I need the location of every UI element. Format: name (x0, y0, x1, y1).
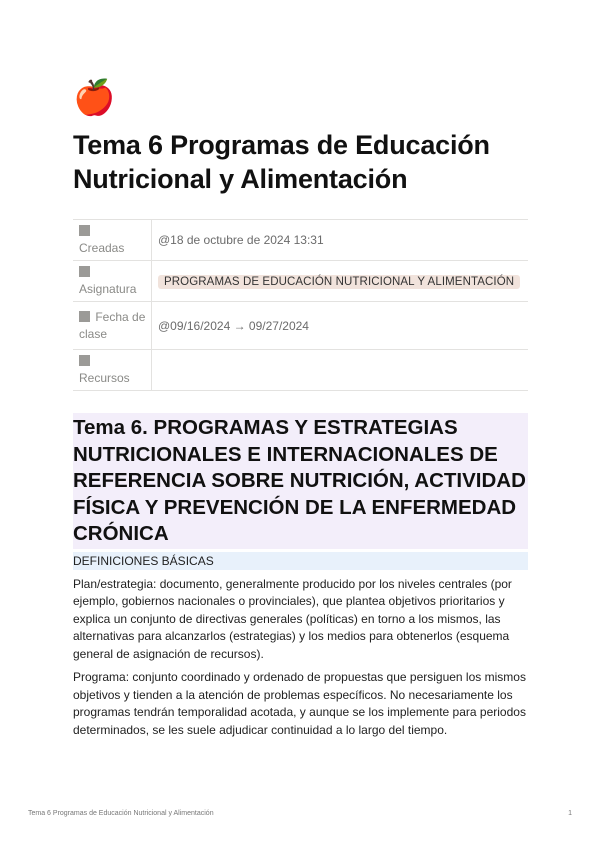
property-value-creadas[interactable]: @18 de octubre de 2024 13:31 (152, 220, 529, 261)
property-value-recursos[interactable] (152, 350, 529, 391)
property-row-creadas (73, 220, 528, 261)
page-footer (28, 810, 572, 817)
property-row-fecha (73, 302, 528, 350)
property-key: Recursos (79, 371, 130, 385)
property-key: Asignatura (79, 282, 137, 296)
property-type-icon (79, 266, 90, 277)
property-value-fecha[interactable]: @09/16/2024 → 09/27/2024 (152, 302, 529, 350)
property-row-asignatura (73, 261, 528, 302)
page-number: 1 (568, 810, 572, 817)
subject-tag[interactable]: PROGRAMAS DE EDUCACIÓN NUTRICIONAL Y ALIMENTACIÓN (158, 275, 520, 289)
apple-icon: 🍎 (73, 79, 116, 117)
property-key: Creadas (79, 241, 125, 255)
property-type-icon (79, 355, 90, 366)
property-row-recursos (73, 350, 528, 391)
paragraph: Plan/estrategia: documento, generalmente producido por los niveles centrales (por ejemplo, gobiernos nacionales o provinciales), que plantea objetivos prioritarios y explica un conjunto de directivas generales (políticas) en torno a los mismos, las alternativas para alcanzarlos (estrategias) y los medios para obtenerlos (esquema general de asignación de recursos). (73, 576, 512, 661)
paragraph: Programa: conjunto coordinado y ordenado de propuestas que persiguen los mismos objetivos y tienden a la atención de problemas específicos. No necesariamente los programas tendrán temporalidad acotada, y aunque se los implemente para periodos determinados, se les suele adjudicar continuidad a lo largo del tiempo. (73, 670, 526, 737)
properties-table (73, 219, 528, 391)
property-key: Fecha de clase (79, 309, 146, 341)
property-type-icon (79, 311, 90, 322)
footer-title: Tema 6 Programas de Educación Nutricional y Alimentación (28, 810, 214, 817)
document-page (73, 78, 528, 739)
subheading: DEFINICIONES BÁSICAS (73, 552, 528, 570)
property-type-icon (79, 225, 90, 236)
section-heading: Tema 6. PROGRAMAS Y ESTRATEGIAS NUTRICIONALES E INTERNACIONALES DE REFERENCIA SOBRE NUTRICIÓN, ACTIVIDAD FÍSICA Y PREVENCIÓN DE LA ENFERMEDAD CRÓNICA (73, 413, 528, 549)
page-title: Tema 6 Programas de Educación Nutricional y Alimentación (73, 130, 490, 194)
